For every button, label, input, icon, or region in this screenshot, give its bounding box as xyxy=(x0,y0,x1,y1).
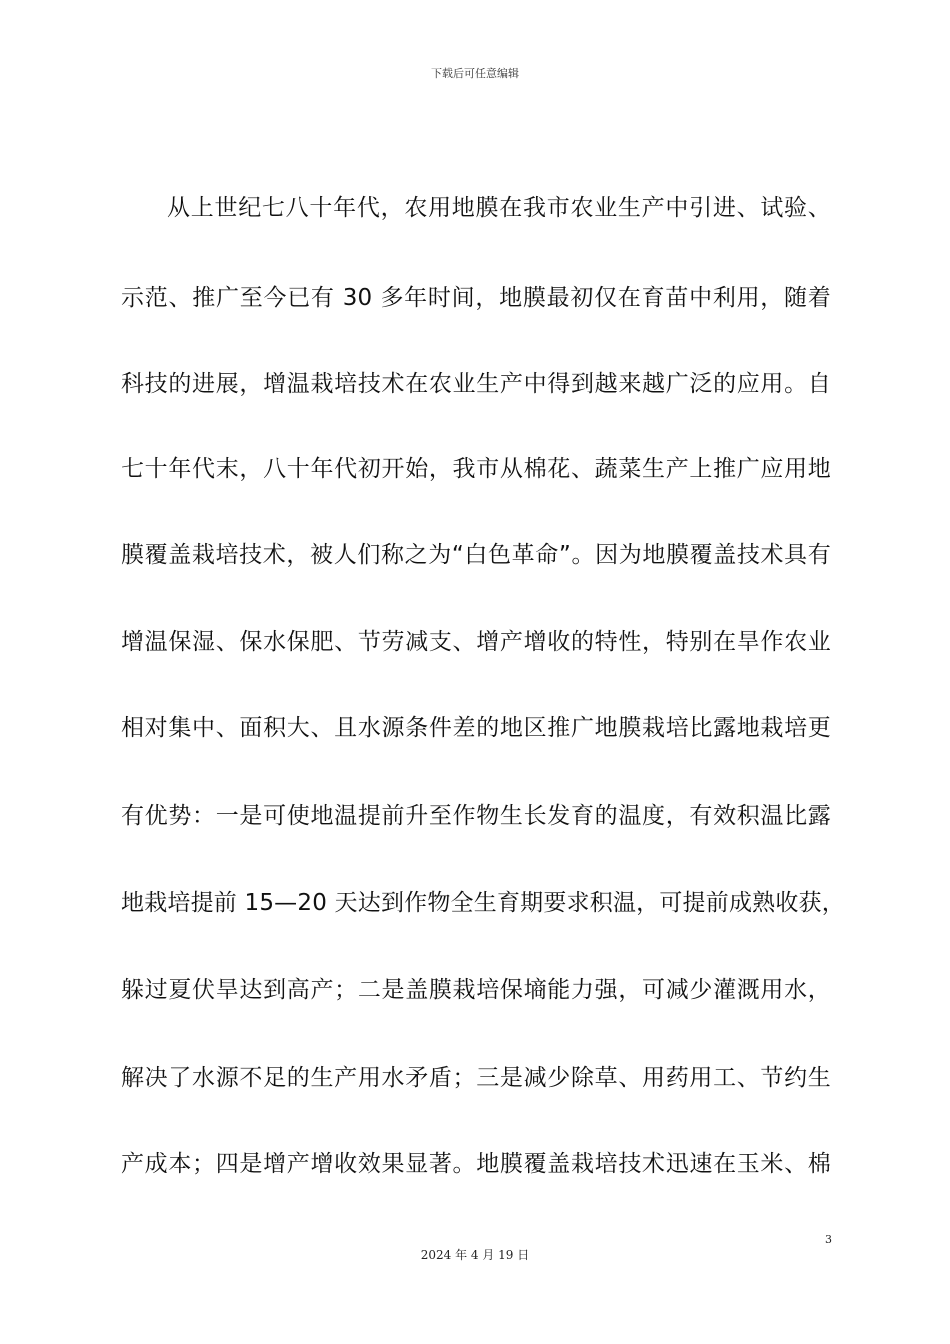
paragraph-line: 相对集中、面积大、且水源条件差的地区推广地膜栽培比露地栽培更 xyxy=(121,715,831,741)
paragraph-line: 增温保湿、保水保肥、节劳减支、增产增收的特性，特别在旱作农业 xyxy=(121,629,831,655)
page-header: 下载后可任意编辑 xyxy=(431,67,519,80)
paragraph-line: 七十年代末，八十年代初开始，我市从棉花、蔬菜生产上推广应用地 xyxy=(121,456,831,482)
paragraph-line: 膜覆盖栽培技术，被人们称之为“白色革命”。因为地膜覆盖技术具有 xyxy=(121,542,831,568)
page-number: 3 xyxy=(825,1233,832,1246)
paragraph-line: 躲过夏伏旱达到高产；二是盖膜栽培保墒能力强，可减少灌溉用水， xyxy=(121,977,831,1003)
paragraph-line: 解决了水源不足的生产用水矛盾；三是减少除草、用药用工、节约生 xyxy=(121,1065,831,1091)
footer-date: 2024 年 4 月 19 日 xyxy=(420,1248,530,1262)
paragraph-line: 示范、推广至今已有 30 多年时间，地膜最初仅在育苗中利用，随着 xyxy=(121,285,831,311)
paragraph-line: 科技的进展，增温栽培技术在农业生产中得到越来越广泛的应用。自 xyxy=(121,371,831,397)
paragraph-line: 地栽培提前 15—20 天达到作物全生育期要求积温，可提前成熟收获， xyxy=(121,890,845,916)
paragraph-line: 从上世纪七八十年代，农用地膜在我市农业生产中引进、试验、 xyxy=(167,195,831,221)
paragraph-line: 有优势：一是可使地温提前升至作物生长发育的温度，有效积温比露 xyxy=(121,803,831,829)
paragraph-line: 产成本；四是增产增收效果显著。地膜覆盖栽培技术迅速在玉米、棉 xyxy=(121,1151,831,1177)
